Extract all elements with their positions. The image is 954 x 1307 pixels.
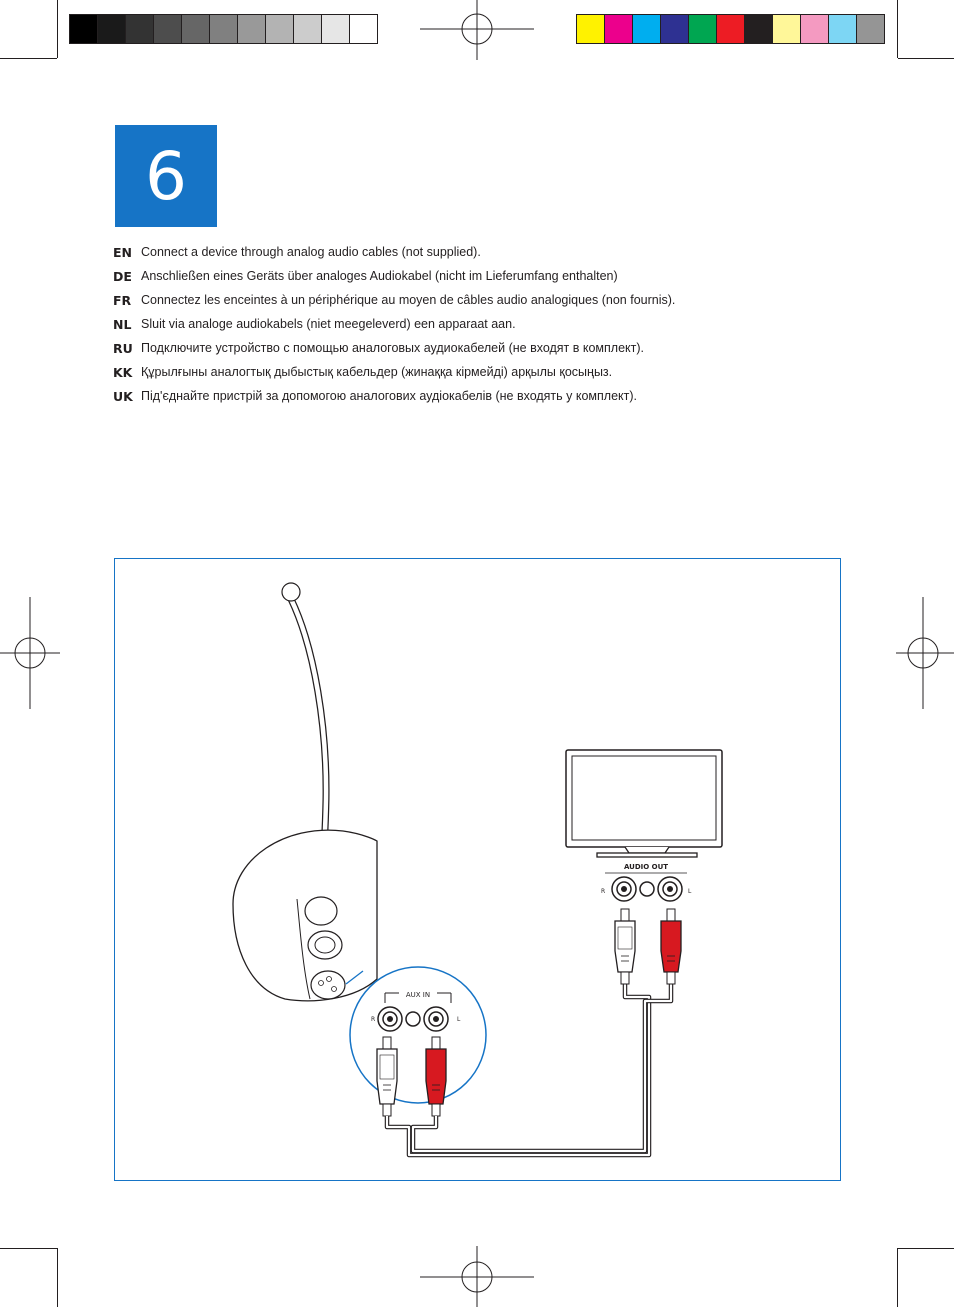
color-swatch [773, 15, 801, 43]
color-swatch [266, 15, 294, 43]
speaker-icon [233, 830, 377, 1001]
grayscale-calibration-bar [69, 14, 378, 44]
instruction-row-en [113, 240, 873, 264]
instruction-row-ru [113, 336, 873, 360]
registration-mark-top [420, 0, 534, 60]
instruction-row-kk [113, 360, 873, 384]
color-calibration-bar [576, 14, 885, 44]
color-swatch [801, 15, 829, 43]
audio-out-label: AUDIO OUT [623, 863, 669, 871]
instruction-row-uk [113, 384, 873, 408]
registration-mark-right [896, 597, 954, 709]
color-swatch [210, 15, 238, 43]
instruction-text: Anschließen eines Geräts über analoges Audiokabel (nicht im Lieferumfang enthalten) [141, 269, 618, 283]
instruction-row-nl [113, 312, 873, 336]
crop-mark [0, 1248, 57, 1249]
color-swatch [857, 15, 884, 43]
color-swatch [633, 15, 661, 43]
color-swatch [294, 15, 322, 43]
color-swatch [661, 15, 689, 43]
language-code: DE [113, 268, 132, 284]
language-code: KK [113, 364, 133, 380]
crop-mark [0, 58, 57, 59]
crop-mark [57, 1248, 58, 1307]
color-swatch [350, 15, 377, 43]
crop-mark [897, 1248, 898, 1307]
crop-mark [57, 0, 58, 58]
instruction-text: Подключите устройство с помощью аналоговых аудиокабелей (не входят в комплект). [141, 341, 645, 355]
registration-mark-left [0, 597, 60, 709]
white-rca-plug-speaker [377, 1037, 397, 1116]
instruction-list [113, 240, 873, 408]
color-swatch [745, 15, 773, 43]
color-swatch [829, 15, 857, 43]
registration-mark-bottom [420, 1246, 534, 1307]
color-swatch [182, 15, 210, 43]
language-code: EN [113, 244, 133, 260]
color-swatch [322, 15, 350, 43]
tv-icon [566, 750, 722, 901]
color-swatch [577, 15, 605, 43]
language-code: UK [113, 388, 133, 404]
connection-diagram [114, 558, 841, 1181]
color-swatch [605, 15, 633, 43]
color-swatch [689, 15, 717, 43]
color-swatch [154, 15, 182, 43]
color-swatch [98, 15, 126, 43]
step-number-badge [115, 125, 217, 227]
instruction-text: Құрылғыны аналогтық дыбыстық кабельдер (жинаққа кірмейді) арқылы қосыңыз. [141, 365, 613, 379]
red-rca-plug-tv [661, 909, 681, 984]
instruction-text: Sluit via analoge audiokabels (niet meegeleverd) een apparaat aan. [141, 317, 516, 331]
crop-mark [898, 58, 954, 59]
color-swatch [717, 15, 745, 43]
white-rca-plug-tv [615, 909, 635, 984]
red-rca-plug-speaker [426, 1037, 446, 1116]
right-channel-label: R [371, 1016, 376, 1023]
color-swatch [126, 15, 154, 43]
left-channel-label: L [457, 1016, 461, 1023]
color-swatch [70, 15, 98, 43]
tv-left-channel-label: L [688, 888, 692, 895]
instruction-row-fr [113, 288, 873, 312]
crop-mark [897, 0, 898, 58]
tv-right-channel-label: R [601, 888, 606, 895]
language-code: FR [113, 292, 132, 308]
aux-in-zoom [350, 967, 486, 1103]
connection-illustration [115, 559, 842, 1182]
instruction-text: Connectez les enceintes à un périphérique au moyen de câbles audio analogiques (non fournis). [141, 293, 676, 307]
color-swatch [238, 15, 266, 43]
language-code: NL [113, 316, 132, 332]
language-code: RU [113, 340, 133, 356]
instruction-row-de [113, 264, 873, 288]
instruction-text: Connect a device through analog audio cables (not supplied). [141, 245, 481, 259]
aux-in-label: AUX IN [405, 991, 431, 999]
crop-mark [898, 1248, 954, 1249]
instruction-text: Під'єднайте пристрій за допомогою аналогових аудіокабелів (не входять у комплект). [141, 389, 638, 403]
step-number: 6 [145, 137, 187, 215]
